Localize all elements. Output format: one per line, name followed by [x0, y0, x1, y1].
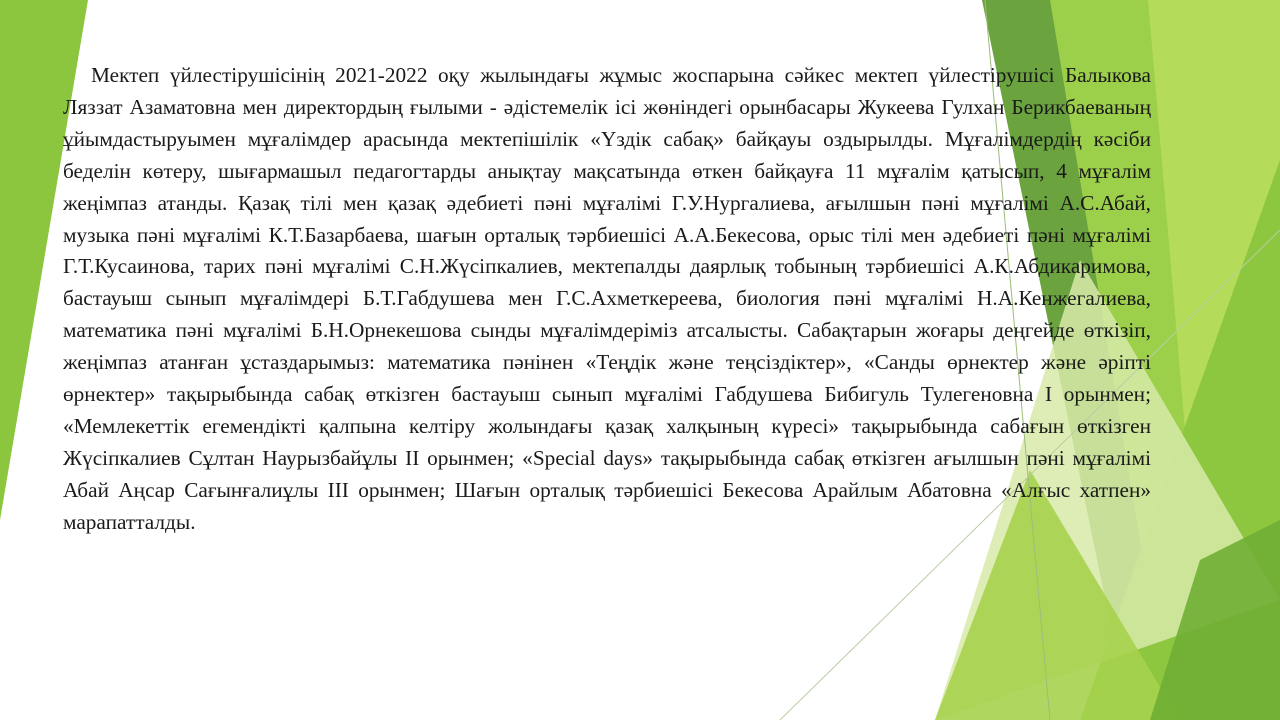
body-paragraph: Мектеп үйлестірушісінің 2021-2022 оқу жылындағы жұмыс жоспарына сәйкес мектеп үйлестірушісі Балыкова Ляззат Азаматовна мен директордың ғылыми - әдістемелік ісі жөніндегі орынбасары Жукеева Гулхан Берикбаеваның ұйымдастыруымен мұғалімдер арасында мектепішілік «Үздік сабақ» байқауы оздырылды. Мұғалімдердің кәсіби беделін көтеру, шығармашыл педагогтарды анықтау мақсатында өткен байқауға 11 мұғалім қатысып, 4 мұғалім жеңімпаз атанды. Қазақ тілі мен қазақ әдебиеті пәні мұғалімі Г.У.Нургалиева, ағылшын пәні мұғалімі А.С.Абай, музыка пәні мұғалімі К.Т.Базарбаева, шағын орталық тәрбиешісі А.А.Бекесова, орыс тілі мен әдебиеті пәні мұғалімі Г.Т.Кусаинова, тарих пәні мұғалімі С.Н.Жүсіпкалиев, мектепалды даярлық тобының тәрбиешісі А.К.Абдикаримова, бастауыш сынып мұғалімдері Б.Т.Габдушева мен Г.С.Ахметкереева, биология пәні мұғалімі Н.А.Кенжегалиева, математика пәні мұғалімі Б.Н.Орнекешова сынды мұғалімдеріміз атсалысты. Сабақтарын жоғары деңгейде өткізіп, жеңімпаз атанған ұстаздарымыз: математика пәнінен «Теңдік және теңсіздіктер», «Санды өрнектер және әріпті өрнектер» тақырыбында сабақ өткізген бастауыш сынып мұғалімі Габдушева Бибигуль Тулегеновна І орынмен; «Мемлекеттік егемендікті қалпына келтіру жолындағы қазақ халқының күресі» тақырыбында сабағын өткізген Жүсіпкалиев Сұлтан Наурызбайұлы ІІ орынмен; «Special days» тақырыбында сабақ өткізген ағылшын пәні мұғалімі Абай Аңсар Сағынғалиұлы ІІІ орынмен; Шағын орталық тәрбиешісі Бекесова Арайлым Абатовна «Алғыс хатпен» марапатталды.	[63, 63, 1151, 534]
body-text-block	[63, 60, 1151, 539]
